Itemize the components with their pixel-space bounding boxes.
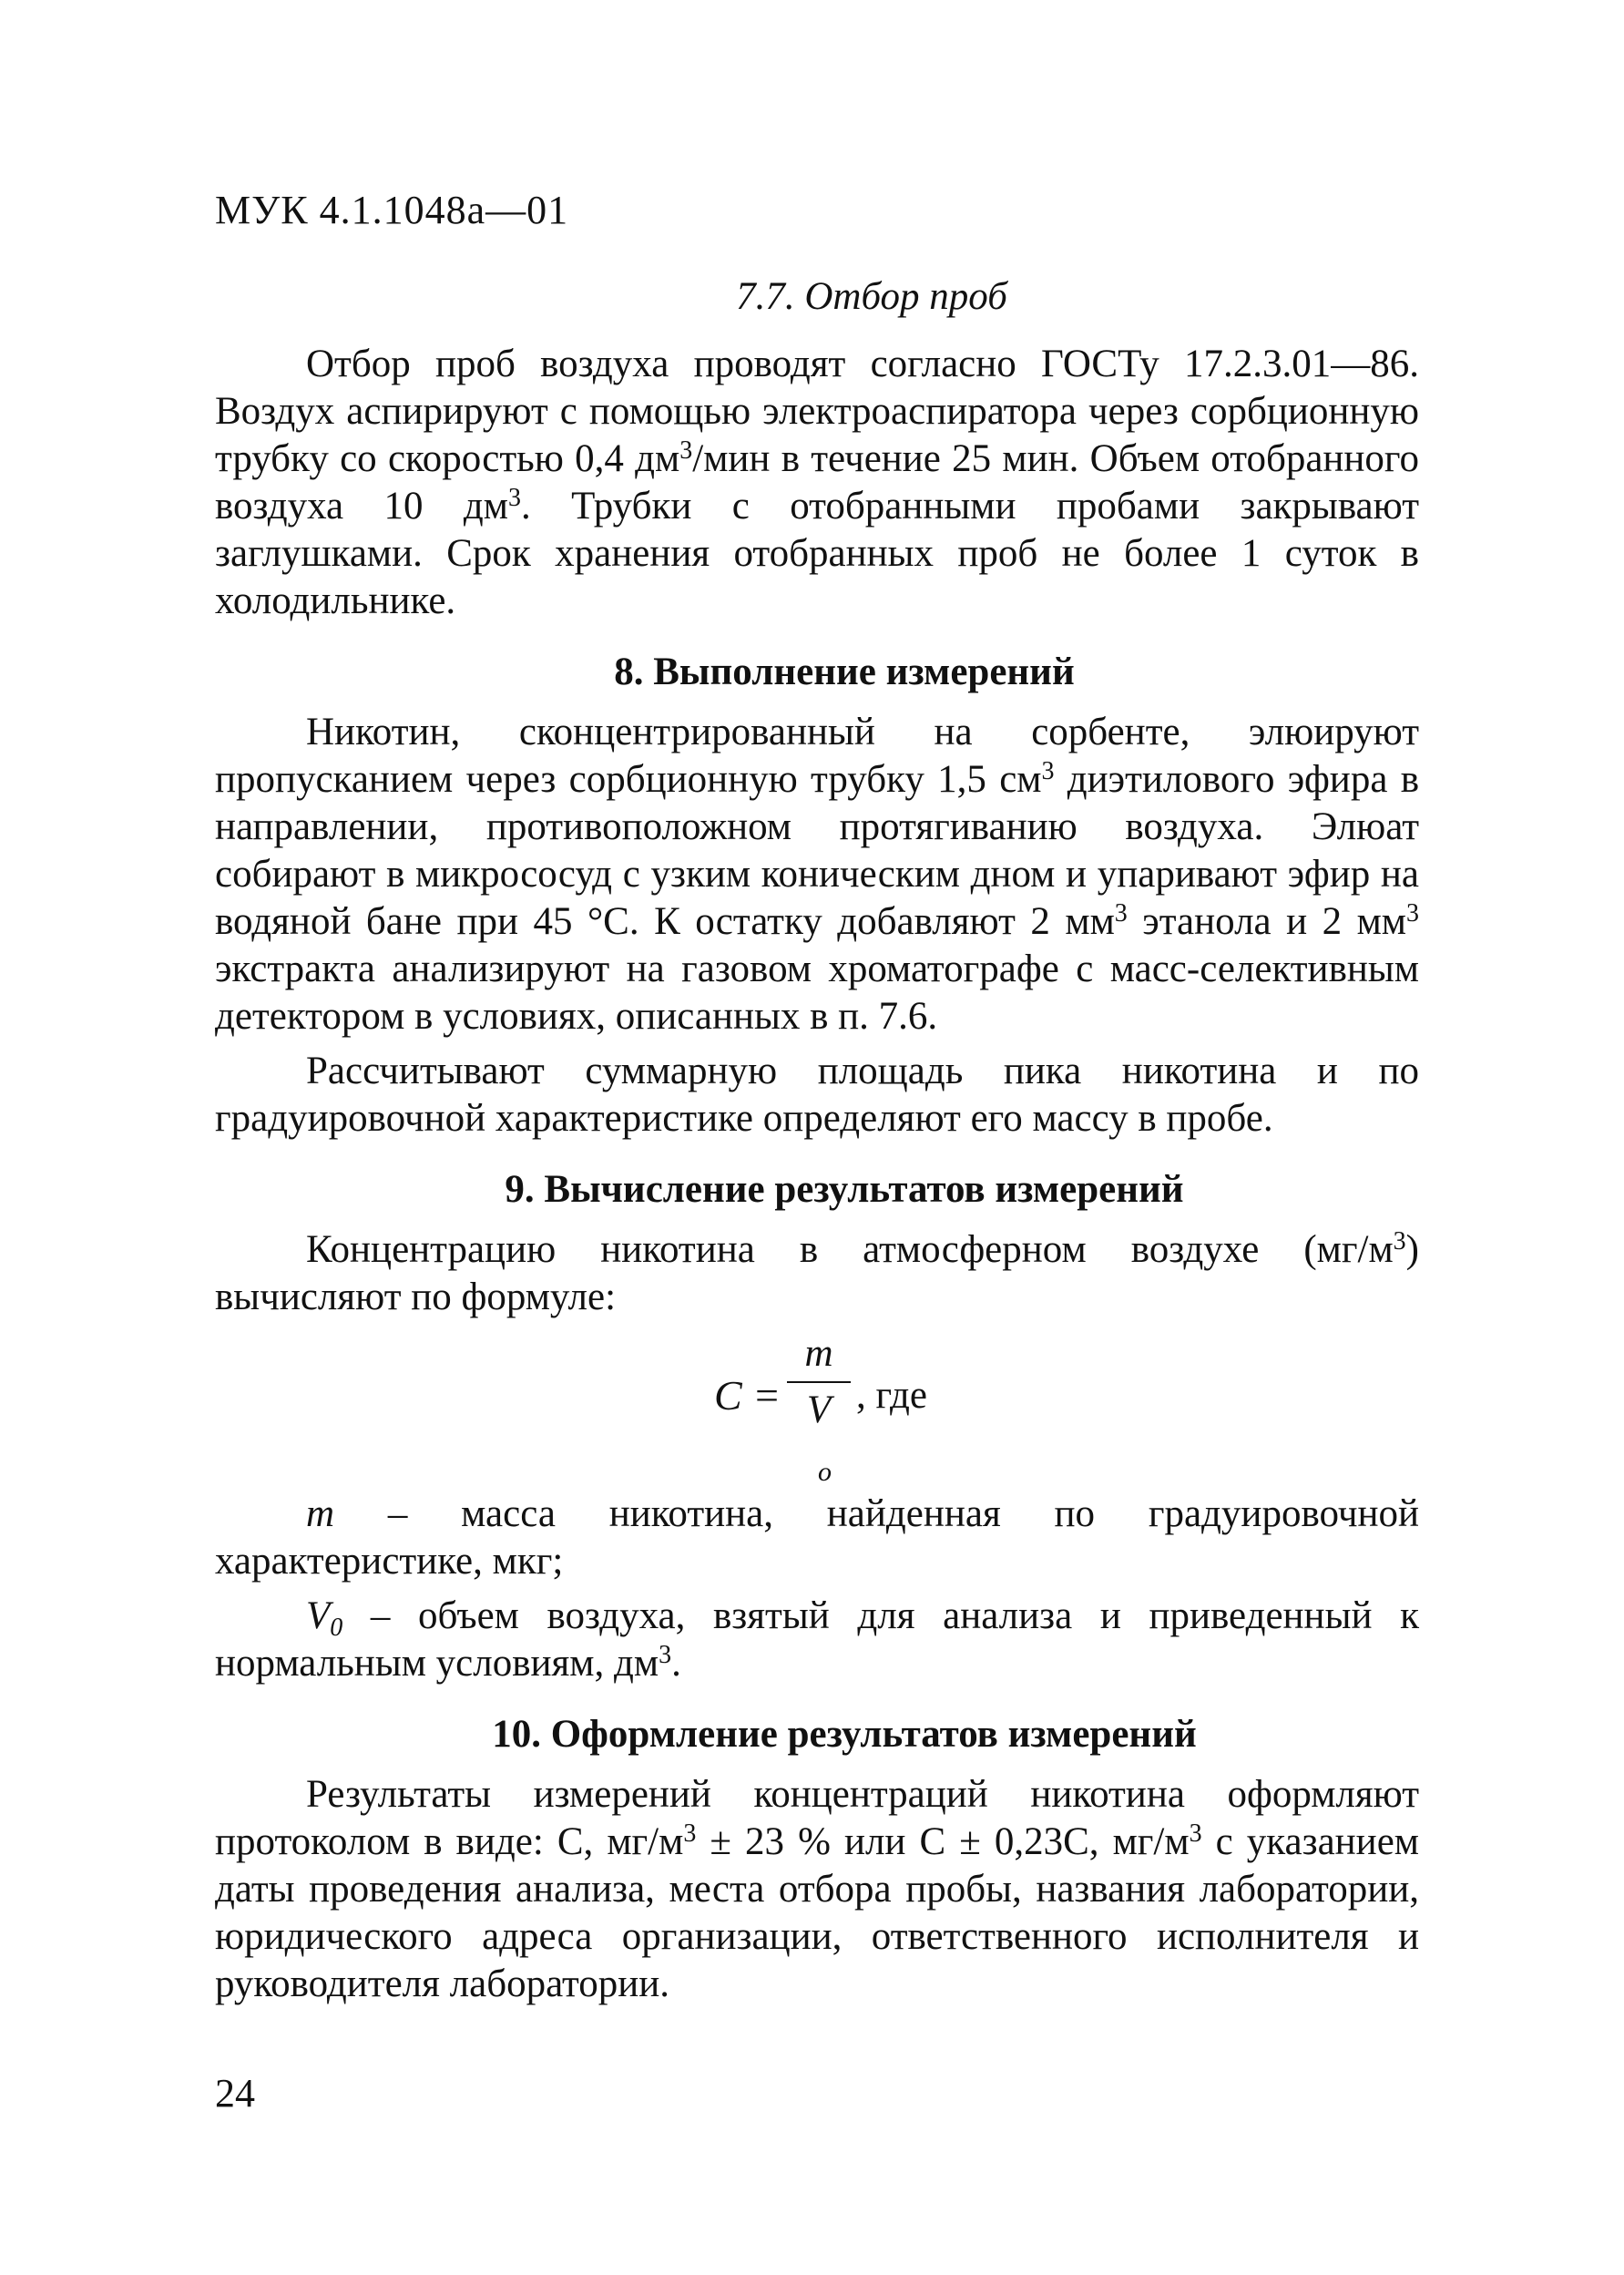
concentration-formula	[215, 1330, 1419, 1485]
section-heading-8: 8. Выполнение измерений	[614, 651, 1075, 693]
formula-suffix: , где	[856, 1374, 927, 1417]
variable-m: m	[306, 1492, 335, 1535]
section-heading-10: 10. Оформление результатов измерений	[492, 1713, 1197, 1756]
subsection-heading-7-7: 7.7. Отбор проб	[736, 275, 1007, 318]
superscript: 3	[1406, 899, 1420, 927]
section-heading-9: 9. Вычисление результатов измерений	[505, 1168, 1184, 1211]
variable-v: V	[306, 1594, 331, 1637]
text-run: с указанием даты проведения анализа, места отбора пробы, названия лаборатории, юридического адреса организации, ответственного исполнителя и руководителя лаборатории.	[215, 1820, 1419, 2005]
paragraph-calculation	[215, 1226, 1419, 1321]
denominator-symbol: V	[806, 1389, 832, 1431]
text-run: . Трубки с отобранными пробами закрывают заглушками. Срок хранения отобранных проб не более 1 суток в холодильнике.	[215, 485, 1419, 622]
page-number: 24	[215, 2071, 255, 2116]
document-code: МУК 4.1.1048а—01	[215, 188, 569, 232]
superscript: 3	[507, 484, 521, 512]
text-run: диэтилового эфира в направлении, противоположном протягиванию воздуха. Элюат собирают в микрососуд с узким коническим дном и упаривают эфир на водяной бане при 45 °С. К остатку добавляют 2 мм	[215, 758, 1419, 943]
formula-denominator	[787, 1387, 851, 1487]
text-run: ) вычисляют по формуле:	[215, 1228, 1419, 1318]
superscript: 3	[659, 1641, 672, 1669]
text-run: Отбор проб воздуха проводят согласно ГОСТу 17.2.3.01—86. Воздух аспирируют с помощью электроаспиратора через сорбционную трубку со скоростью 0,4 дм	[215, 343, 1419, 480]
superscript: 3	[1041, 757, 1055, 785]
text-run: /мин в течение 25 мин. Объем отобранного воздуха 10 дм	[215, 437, 1419, 528]
subscript: 0	[330, 1614, 343, 1642]
text-run: ± 23 % или С ± 0,23С, мг/м	[696, 1820, 1190, 1863]
superscript: 3	[1393, 1227, 1406, 1255]
superscript: 3	[679, 436, 693, 465]
page-content	[215, 273, 1419, 2015]
superscript: 3	[683, 1819, 697, 1848]
text-run: Результаты измерений концентраций никотина оформляют протоколом в виде: С, мг/м	[215, 1773, 1419, 1863]
formula-lhs: C =	[714, 1372, 781, 1419]
paragraph-sampling	[215, 341, 1419, 625]
text-run: Никотин, сконцентрированный на сорбенте, элюируют пропусканием через сорбционную трубку 1,5 см	[215, 711, 1419, 801]
text-run: – объем воздуха, взятый для анализа и приведенный к нормальным условиям, дм	[215, 1594, 1419, 1685]
superscript: 3	[1114, 899, 1128, 927]
text-run: .	[671, 1642, 681, 1685]
definition-m	[215, 1491, 1419, 1585]
paragraph-results	[215, 1771, 1419, 2008]
denominator-subscript: o	[818, 1457, 832, 1487]
text-run: Концентрацию никотина в атмосферном воздухе (мг/м	[306, 1228, 1394, 1271]
text-run: – масса никотина, найденная по градуировочной характеристике, мкг;	[215, 1492, 1419, 1583]
text-run: экстракта анализируют на газовом хроматографе с масс-селективным детектором в условиях, описанных в п. 7.6.	[215, 948, 1419, 1038]
definition-v0	[215, 1593, 1419, 1687]
paragraph-measurement	[215, 709, 1419, 1040]
paragraph-peak-area: Рассчитывают суммарную площадь пика никотина и по градуировочной характеристике определяют его массу в пробе.	[215, 1050, 1419, 1140]
formula-numerator: m	[804, 1332, 833, 1375]
superscript: 3	[1189, 1819, 1202, 1848]
formula-fraction	[787, 1330, 851, 1487]
fraction-bar	[787, 1381, 851, 1383]
text-run: этанола и 2 мм	[1127, 900, 1407, 943]
